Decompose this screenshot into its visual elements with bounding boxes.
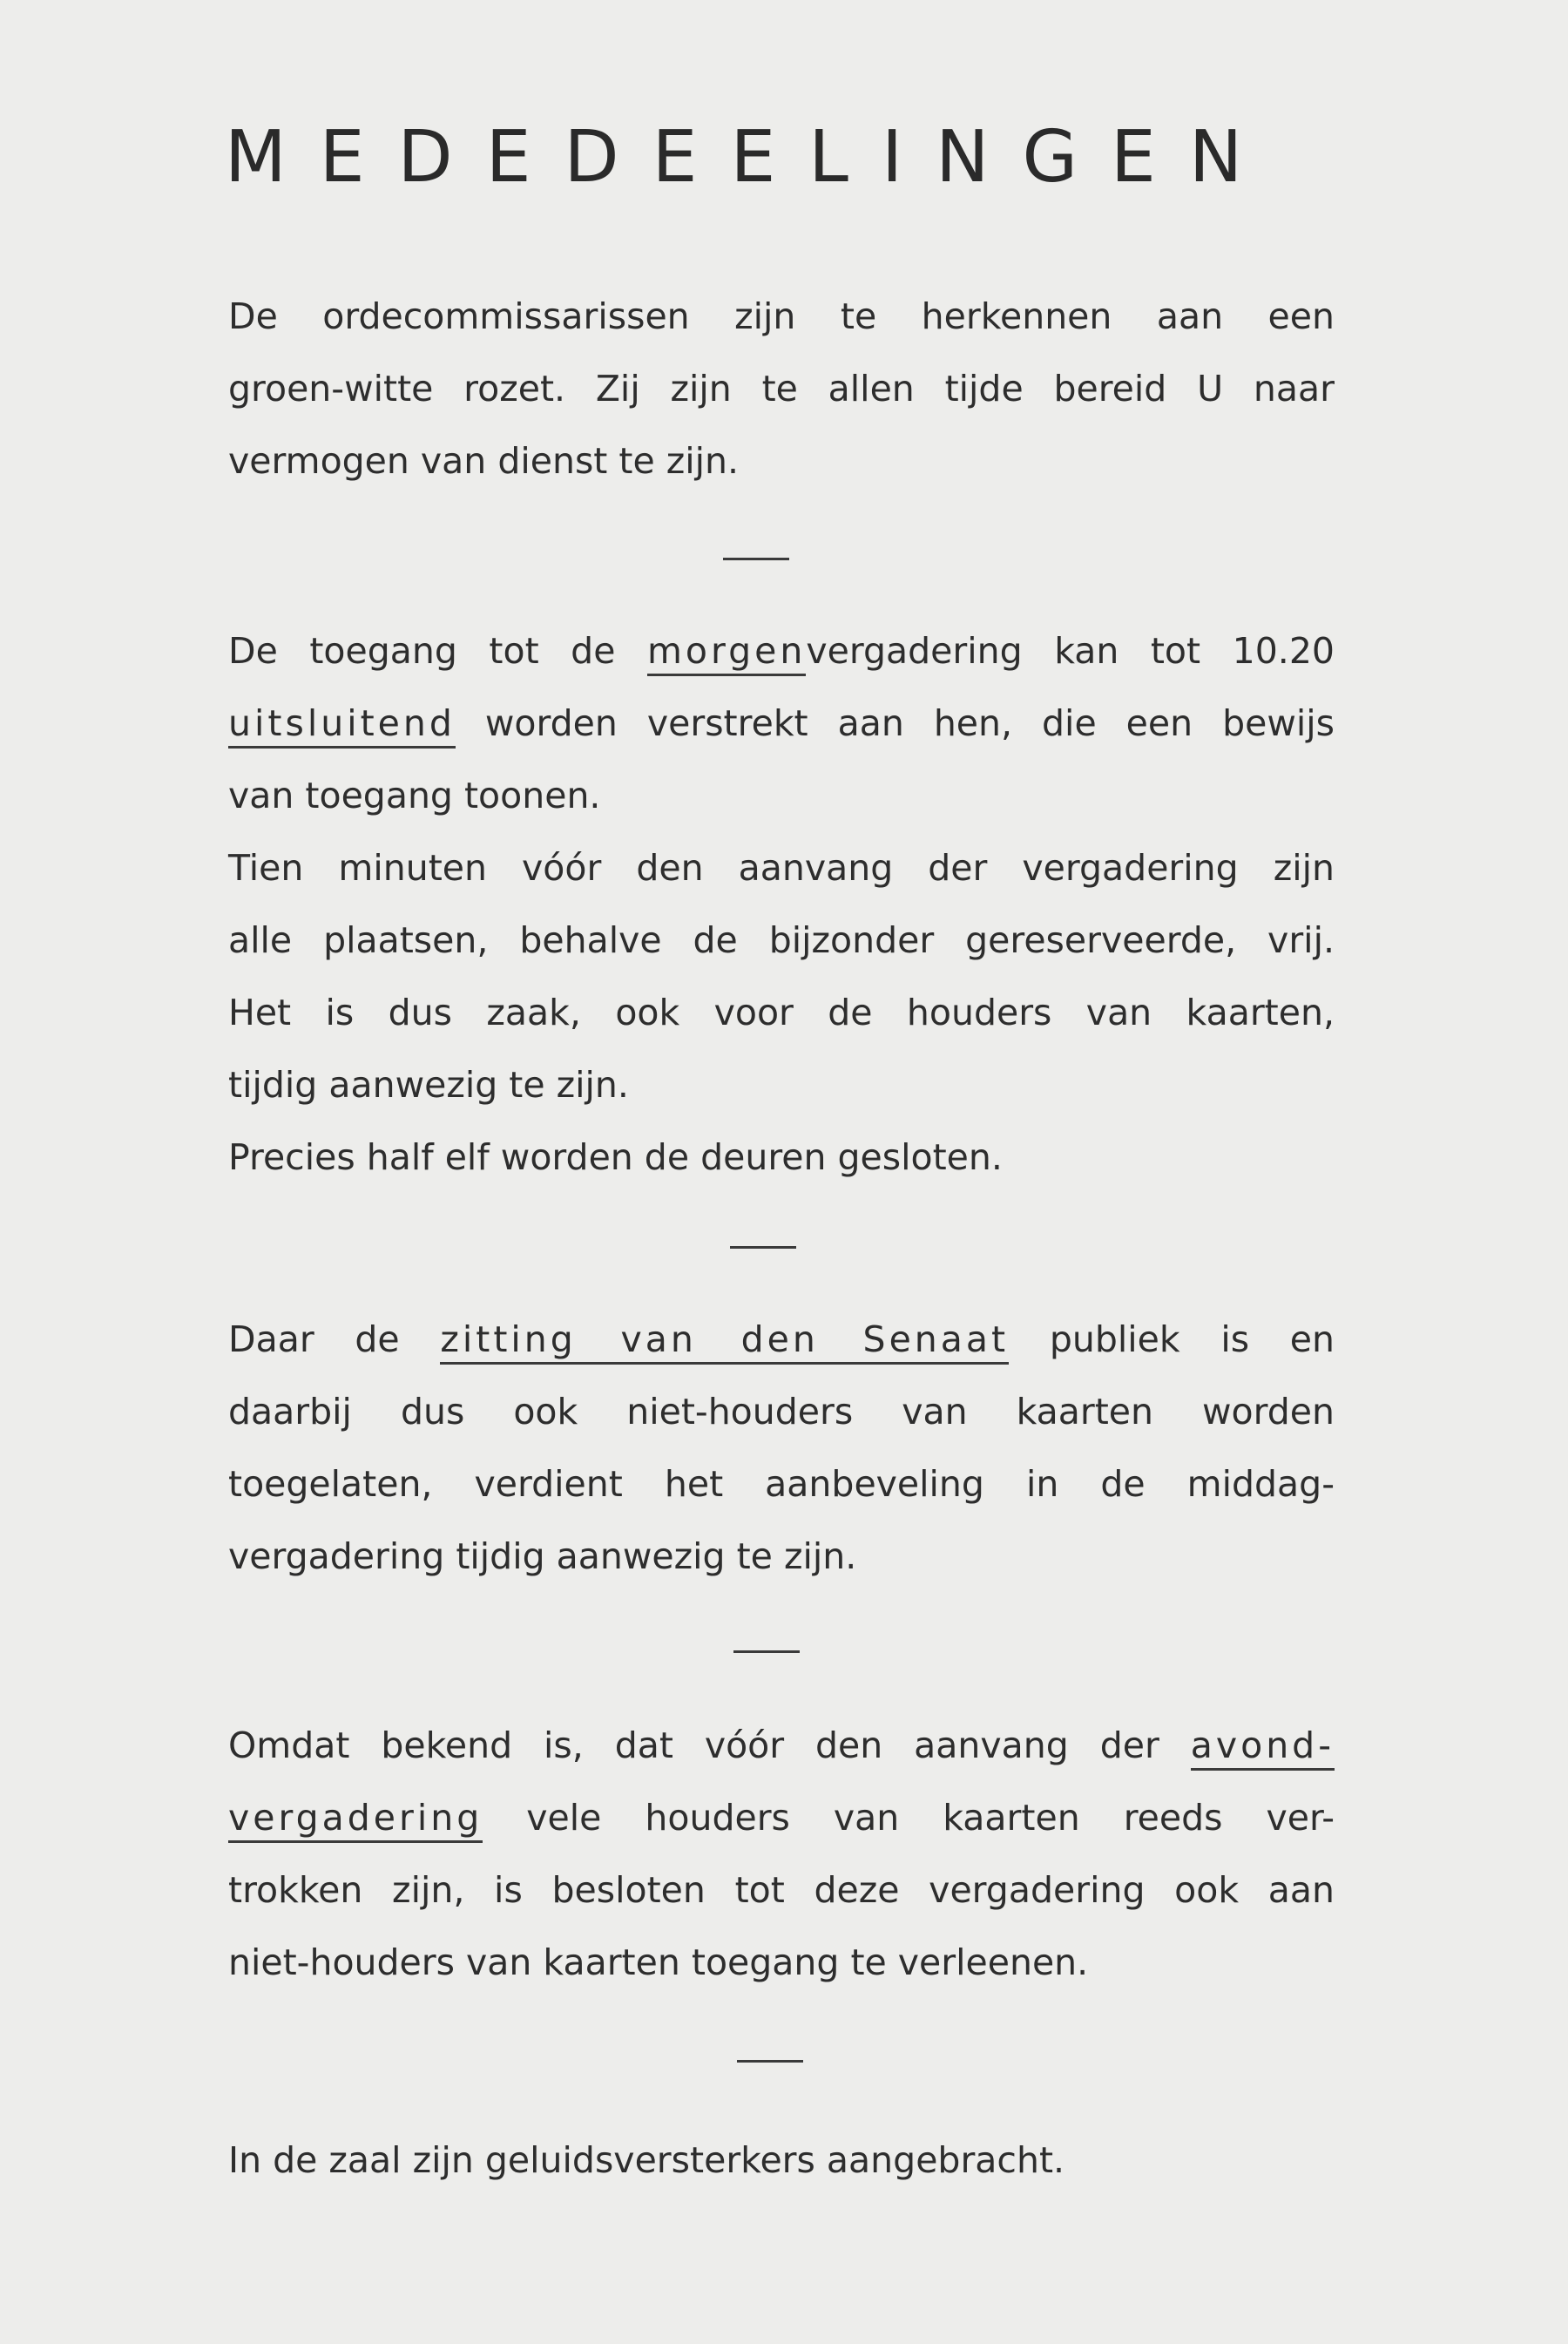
text-line: van toegang toonen. — [228, 775, 601, 816]
text-line: Daar de zitting van den Senaat publiek is en — [228, 1304, 1335, 1376]
text-line: vergadering vele houders van kaarten reeds ver- — [228, 1782, 1335, 1854]
page-title: MEDEDEELINGEN — [225, 116, 1276, 199]
section-divider — [733, 1650, 800, 1653]
text-line: daarbij dus ook niet-houders van kaarten worden — [228, 1391, 1335, 1433]
underlined-word: uitsluitend — [228, 702, 456, 749]
text-line: tijdig aanwezig te zijn. — [228, 1064, 629, 1106]
underlined-phrase: zitting van den Senaat — [440, 1318, 1009, 1365]
text-line: In de zaal zijn geluidsversterkers aangebracht. — [228, 2139, 1065, 2181]
section-divider — [730, 1246, 796, 1249]
text-line: De toegang tot de morgenvergadering kan tot 10.20 — [228, 615, 1335, 688]
text-line: alle plaatsen, behalve de bijzonder gereserveerde, vrij. — [228, 919, 1335, 961]
notice-section-loudspeakers — [228, 2124, 1335, 2197]
underlined-word: avond- — [1191, 1724, 1335, 1771]
text-line: toegelaten, verdient het aanbeveling in de middag- — [228, 1463, 1335, 1505]
text-line: Omdat bekend is, dat vóór den aanvang der avond- — [228, 1710, 1335, 1782]
text-line: uitsluitend worden verstrekt aan hen, die een bewijs — [228, 688, 1335, 760]
notice-section-orderstewards — [228, 281, 1335, 498]
underlined-word: morgen — [647, 630, 806, 676]
text-line: De ordecommissarissen zijn te herkennen aan een — [228, 295, 1335, 337]
notice-section-evening-session — [228, 1710, 1335, 1999]
section-divider — [723, 558, 789, 560]
notice-section-morning-session — [228, 615, 1335, 1194]
notice-section-senate-session — [228, 1304, 1335, 1593]
text-line: trokken zijn, is besloten tot deze vergadering ook aan — [228, 1869, 1335, 1911]
text-line: Tien minuten vóór den aanvang der vergadering zijn — [228, 847, 1335, 889]
text-line: niet-houders van kaarten toegang te verleenen. — [228, 1941, 1089, 1983]
section-divider — [737, 2060, 803, 2063]
text-line: vergadering tijdig aanwezig te zijn. — [228, 1535, 857, 1577]
underlined-word: vergadering — [228, 1797, 483, 1843]
text-line: groen-witte rozet. Zij zijn te allen tijde bereid U naar — [228, 368, 1335, 410]
text-line: vermogen van dienst te zijn. — [228, 440, 740, 482]
text-line: Precies half elf worden de deuren gesloten. — [228, 1136, 1003, 1178]
text-line: Het is dus zaak, ook voor de houders van kaarten, — [228, 992, 1335, 1033]
